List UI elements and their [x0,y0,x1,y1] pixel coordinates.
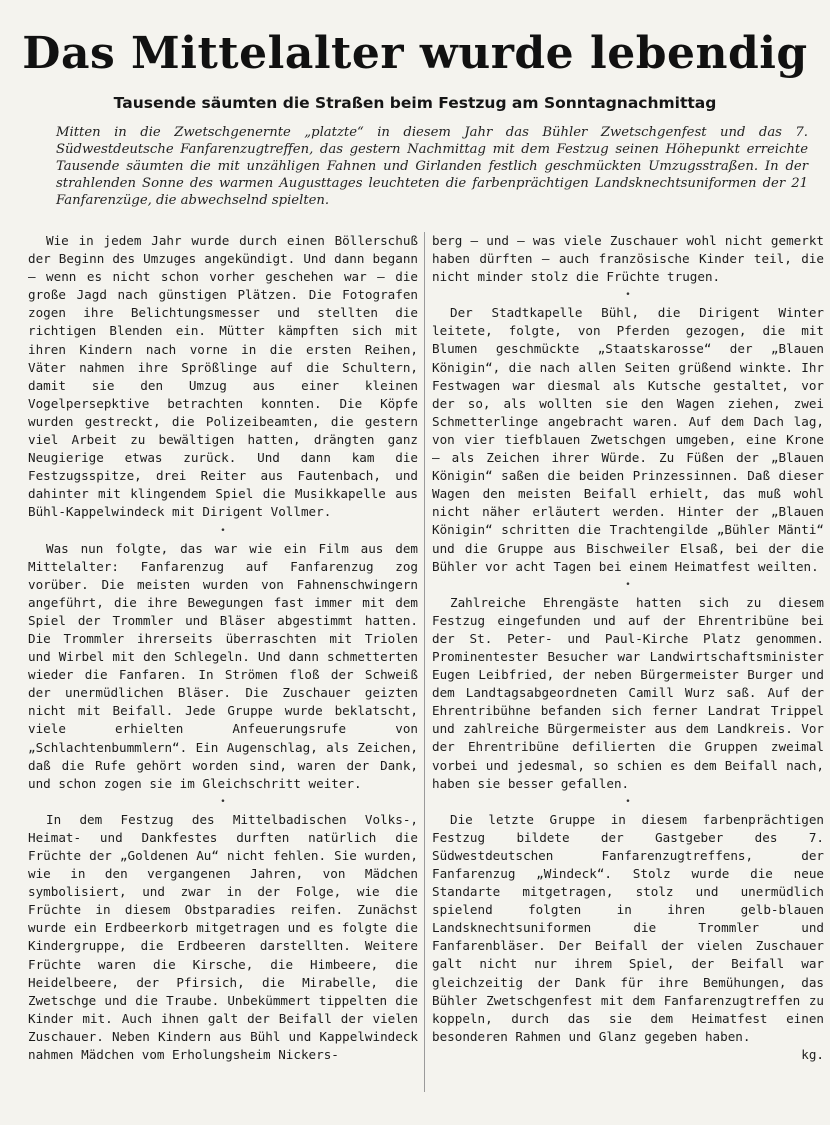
right-column [432,232,824,1064]
section-separator: • [220,525,226,536]
author-signature: kg. [801,1046,824,1062]
lead-paragraph: Mitten in die Zwetschgenernte „platzte“ in diesem Jahr das Bühler Zwetschgenfest und das 7. Südwestdeutsche Fanfarenzugtreffen, das gestern Nachmittag mit dem Festzug seinen Höhepunkt erreichte Tausende säumten die mit unzähligen Fahnen und Girlanden festlich geschmückten Umzugsstraßen. In der strahlenden Sonne des warmen Augusttages leuchteten die farbenprächtigen Landsknechtsuniformen der 21 Fanfarenzüge, die abwechselnd spielten. [56,125,808,208]
right-paragraph-1: berg — und — was viele Zuschauer wohl nicht gemerkt haben dürften — auch französische Kinder teil, die nicht minder stolz die Früchte trugen. [432,233,824,285]
headline: Das Mittelalter wurde lebendig [22,28,808,79]
left-paragraph-3: In dem Festzug des Mittelbadischen Volks-, Heimat- und Dankfestes durften natürlich die Früchte der „Goldenen Au“ nicht fehlen. Sie wurden, wie in den vergangenen Jahren, von Mädchen symbolisiert, und zwar in der Folge, wie die Früchte in diesem Obstparadies reifen. Zunächst wurde ein Erdbeerkorb mitgetragen und es folgte die Kindergruppe, die Erdbeeren darstellten. Weitere Früchte waren die Kirsche, die Himbeere, die Heidelbeere, der Pfirsich, die Mirabelle, die Zwetschge und die Traube. Unbekümmert tippelten die Kinder mit. Auch ihnen galt der Beifall der vielen Zuschauer. Neben Kindern aus Bühl und Kappelwindeck nahmen Mädchen vom Erholungsheim Nickers- [28,811,418,1063]
section-separator: • [625,796,631,807]
section-separator: • [220,796,226,807]
subheadline: Tausende säumten die Straßen beim Festzug am Sonntagnachmittag [113,94,717,112]
right-paragraph-4: Die letzte Gruppe in diesem farbenprächtigen Festzug bildete der Gastgeber des 7. Südwestdeutschen Fanfarenzugtreffens, der Fanfarenzug „Windeck“. Stolz wurde die neue Standarte mitgetragen, stolz und unermüdlich spielend folgten in ihren gelb-blauen Landsknechtsuniformen die Trommler und Fanfarenbläser. Der Beifall der vielen Zuschauer galt nicht nur ihrem Spiel, der Beifall war gleichzeitig der Dank für ihre Bemühungen, das Bühler Zwetschgenfest mit dem Fanfarenzugtreffen zu koppeln, durch das sie dem Heimatfest einen besonderen Rahmen und Glanz gegeben haben. [432,811,824,1044]
column-divider [424,232,425,1092]
left-paragraph-1: Wie in jedem Jahr wurde durch einen Böllerschuß der Beginn des Umzuges angekündigt. Und dann begann — wenn es nicht schon vorher geschehen war — die große Jagd nach günstigen Plätzen. Die Fotografen zogen ihre Belichtungsmesser und stellten die richtigen Blenden ein. Mütter kämpften sich mit ihren Kindern nach vorne in die ersten Reihen, Väter nahmen ihre Sprößlinge auf die Schultern, damit sie den Umzug aus einer kleinen Vogelpersepktive betrachten konnten. Die Köpfe wurden gestreckt, die Polizeibeamten, die gestern viel Arbeit zu bewältigen hatten, drängten ganz Neugierige etwas zurück. Und dann kam die Festzugsspitze, drei Reiter aus Fautenbach, und dahinter mit klingendem Spiel die Musikkapelle aus Bühl-Kappelwindeck mit Dirigent Vollmer. [28,233,418,520]
section-separator: • [625,290,631,301]
section-separator: • [625,579,631,590]
right-paragraph-3: Zahlreiche Ehrengäste hatten sich zu diesem Festzug eingefunden und auf der Ehrentribüne bei der St. Peter- und Paul-Kirche Platz genommen. Prominentester Besucher war Landwirtschaftsminister Eugen Leibfried, der neben Bürgermeister Burger und dem Landtagsabgeordneten Camill Wurz saß. Auf der Ehrentribühne befanden sich ferner Landrat Trippel und zahlreiche Bürgermeister aus dem Landkreis. Vor der Ehrentribüne defilierten die Gruppen zweimal vorbei und jedesmal, so schien es dem Beifall nach, haben sie besser gefallen. [432,594,824,791]
right-paragraph-2: Der Stadtkapelle Bühl, die Dirigent Winter leitete, folgte, von Pferden gezogen, die mit Blumen geschmückte „Staatskarosse“ der „Blauen Königin“, die nach allen Seiten grüßend winkte. Ihr Festwagen war diesmal als Kutsche gestaltet, vor der so, als wollten sie den Wagen ziehen, zwei Schmetterlinge angebracht waren. Auf dem Dach lag, von vier tiefblauen Zwetschgen umgeben, eine Krone — als Zeichen ihrer Würde. Zu Füßen der „Blauen Königin“ saßen die beiden Prinzessinnen. Daß dieser Wagen den meisten Beifall erhielt, das muß wohl nicht näher erläutert werden. Hinter der „Blauen Königin“ schritten die Trachtengilde „Bühler Mänti“ und die Gruppe aus Bischweiler Elsaß, bei der die Bühler vor acht Tagen bei einem Heimatfest weilten. [432,305,824,574]
left-paragraph-2: Was nun folgte, das war wie ein Film aus dem Mittelalter: Fanfarenzug auf Fanfarenzug zog vorüber. Die meisten wurden von Fahnenschwingern angeführt, die ihre Bewegungen fast immer mit dem Spiel der Trommler und Bläser abgestimmt hatten. Die Trommler ihrerseits überraschten mit Triolen und Wirbel mit den Schlegeln. Und dann schmetterten wieder die Fanfaren. In Strömen floß der Schweiß der unermüdlichen Bläser. Die Zuschauer geizten nicht mit Beifall. Jede Gruppe wurde beklatscht, viele erhielten Anfeuerungsrufe von „Schlachtenbummlern“. Ein Augenschlag, als Zeichen, daß die Rufe gehört worden sind, waren der Dank, und schon zogen sie im Gleichschritt weiter. [28,540,418,791]
left-column [28,232,418,1064]
